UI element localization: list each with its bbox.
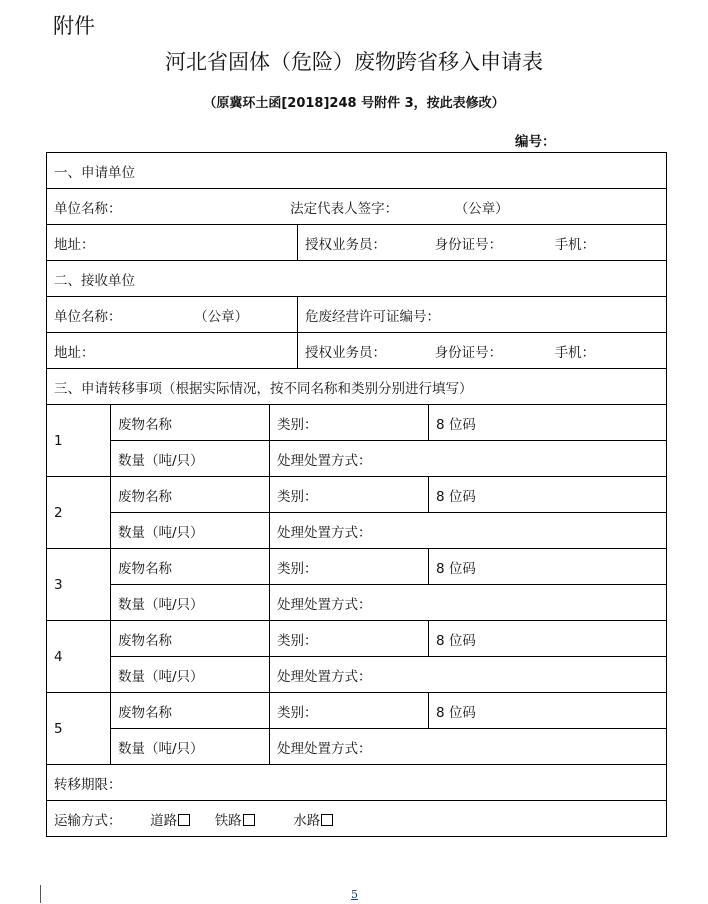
waste-code-cell[interactable]: 8 位码 <box>429 477 667 513</box>
waste-disposal-cell[interactable]: 处理处置方式： <box>270 441 667 477</box>
transfer-period-label: 转移期限： <box>54 776 122 793</box>
waste-item-row <box>47 549 667 585</box>
section2-heading-row <box>47 261 667 297</box>
transfer-period-row <box>47 765 667 801</box>
waste-item-number: 3 <box>47 549 111 621</box>
section1-heading: 一、申请单位 <box>47 153 667 189</box>
waste-code-cell[interactable]: 8 位码 <box>429 549 667 585</box>
applicant-address-label: 地址： <box>54 236 95 253</box>
waste-code-cell[interactable]: 8 位码 <box>429 621 667 657</box>
waste-category-cell[interactable]: 类别： <box>270 621 429 657</box>
applicant-agent-cell[interactable] <box>298 225 667 261</box>
receiver-id-label: 身份证号： <box>434 344 503 361</box>
receiver-license-cell[interactable] <box>298 297 667 333</box>
applicant-address-cell[interactable] <box>47 225 298 261</box>
receiver-phone-label: 手机： <box>554 344 596 361</box>
section2-address-row <box>47 333 667 369</box>
waste-disposal-cell[interactable]: 处理处置方式： <box>270 657 667 693</box>
receiver-agent-label: 授权业务员： <box>305 344 386 361</box>
water-option-label: 水路 <box>293 812 321 829</box>
hazardous-license-label: 危废经营许可证编号： <box>305 308 440 325</box>
attachment-label: 附件 <box>53 14 95 38</box>
waste-quantity-cell[interactable]: 数量（吨/只） <box>111 585 270 621</box>
waste-quantity-cell[interactable]: 数量（吨/只） <box>111 657 270 693</box>
applicant-phone-label: 手机： <box>554 236 596 253</box>
form-title: 河北省固体（危险）废物跨省移入申请表 <box>165 50 543 74</box>
section3-heading-row <box>47 369 667 405</box>
section1-unit-cell[interactable] <box>47 189 667 225</box>
waste-item-detail-row <box>47 441 667 477</box>
margin-bar <box>40 885 41 903</box>
waste-name-cell[interactable]: 废物名称 <box>111 405 270 441</box>
road-checkbox[interactable] <box>178 814 190 826</box>
transport-mode-row <box>47 801 667 837</box>
section3-heading: 三、申请转移事项（根据实际情况，按不同名称和类别分别进行填写） <box>47 369 667 405</box>
receiver-address-cell[interactable] <box>47 333 298 369</box>
waste-item-detail-row <box>47 729 667 765</box>
waste-disposal-cell[interactable]: 处理处置方式： <box>270 513 667 549</box>
legal-rep-signature-label: 法定代表人签字： <box>290 200 399 217</box>
receiver-unit-cell[interactable] <box>47 297 298 333</box>
waste-name-cell[interactable]: 废物名称 <box>111 693 270 729</box>
waste-item-row <box>47 693 667 729</box>
receiver-agent-cell[interactable] <box>298 333 667 369</box>
section1-heading-row <box>47 153 667 189</box>
applicant-id-label: 身份证号： <box>434 236 503 253</box>
waste-disposal-cell[interactable]: 处理处置方式： <box>270 585 667 621</box>
transfer-period-cell[interactable] <box>47 765 667 801</box>
waste-disposal-cell[interactable]: 处理处置方式： <box>270 729 667 765</box>
waste-category-cell[interactable]: 类别： <box>270 405 429 441</box>
form-subtitle: （原冀环土函[2018]248 号附件 3，按此表修改） <box>203 96 505 111</box>
waste-category-cell[interactable]: 类别： <box>270 693 429 729</box>
waste-quantity-cell[interactable]: 数量（吨/只） <box>111 513 270 549</box>
rail-option-label: 铁路 <box>214 812 242 829</box>
waste-item-row <box>47 621 667 657</box>
waste-name-cell[interactable]: 废物名称 <box>111 621 270 657</box>
waste-quantity-cell[interactable]: 数量（吨/只） <box>111 729 270 765</box>
receiver-unit-name-label: 单位名称： <box>54 308 122 325</box>
applicant-unit-name-label: 单位名称： <box>54 200 122 217</box>
waste-quantity-cell[interactable]: 数量（吨/只） <box>111 441 270 477</box>
waste-item-row <box>47 405 667 441</box>
page-number: 5 <box>351 888 358 901</box>
waste-category-cell[interactable]: 类别： <box>270 549 429 585</box>
receiver-seal-label: （公章） <box>194 308 249 325</box>
waste-item-detail-row <box>47 513 667 549</box>
section2-unit-row <box>47 297 667 333</box>
waste-item-number: 4 <box>47 621 111 693</box>
waste-code-cell[interactable]: 8 位码 <box>429 405 667 441</box>
section2-heading: 二、接收单位 <box>47 261 667 297</box>
section1-unit-row <box>47 189 667 225</box>
waste-item-row <box>47 477 667 513</box>
waste-item-detail-row <box>47 657 667 693</box>
waste-item-number: 2 <box>47 477 111 549</box>
water-checkbox[interactable] <box>321 814 333 826</box>
rail-checkbox[interactable] <box>243 814 255 826</box>
receiver-address-label: 地址： <box>54 344 95 361</box>
waste-item-detail-row <box>47 585 667 621</box>
serial-number-label: 编号： <box>515 134 556 150</box>
applicant-agent-label: 授权业务员： <box>305 236 386 253</box>
section1-address-row <box>47 225 667 261</box>
transport-mode-label: 运输方式： <box>54 812 122 829</box>
waste-item-number: 1 <box>47 405 111 477</box>
waste-name-cell[interactable]: 废物名称 <box>111 477 270 513</box>
waste-category-cell[interactable]: 类别： <box>270 477 429 513</box>
waste-item-number: 5 <box>47 693 111 765</box>
waste-name-cell[interactable]: 废物名称 <box>111 549 270 585</box>
application-form-table <box>46 152 667 837</box>
applicant-seal-label: （公章） <box>454 200 509 217</box>
transport-mode-cell <box>47 801 667 837</box>
waste-code-cell[interactable]: 8 位码 <box>429 693 667 729</box>
road-option-label: 道路 <box>150 812 178 829</box>
